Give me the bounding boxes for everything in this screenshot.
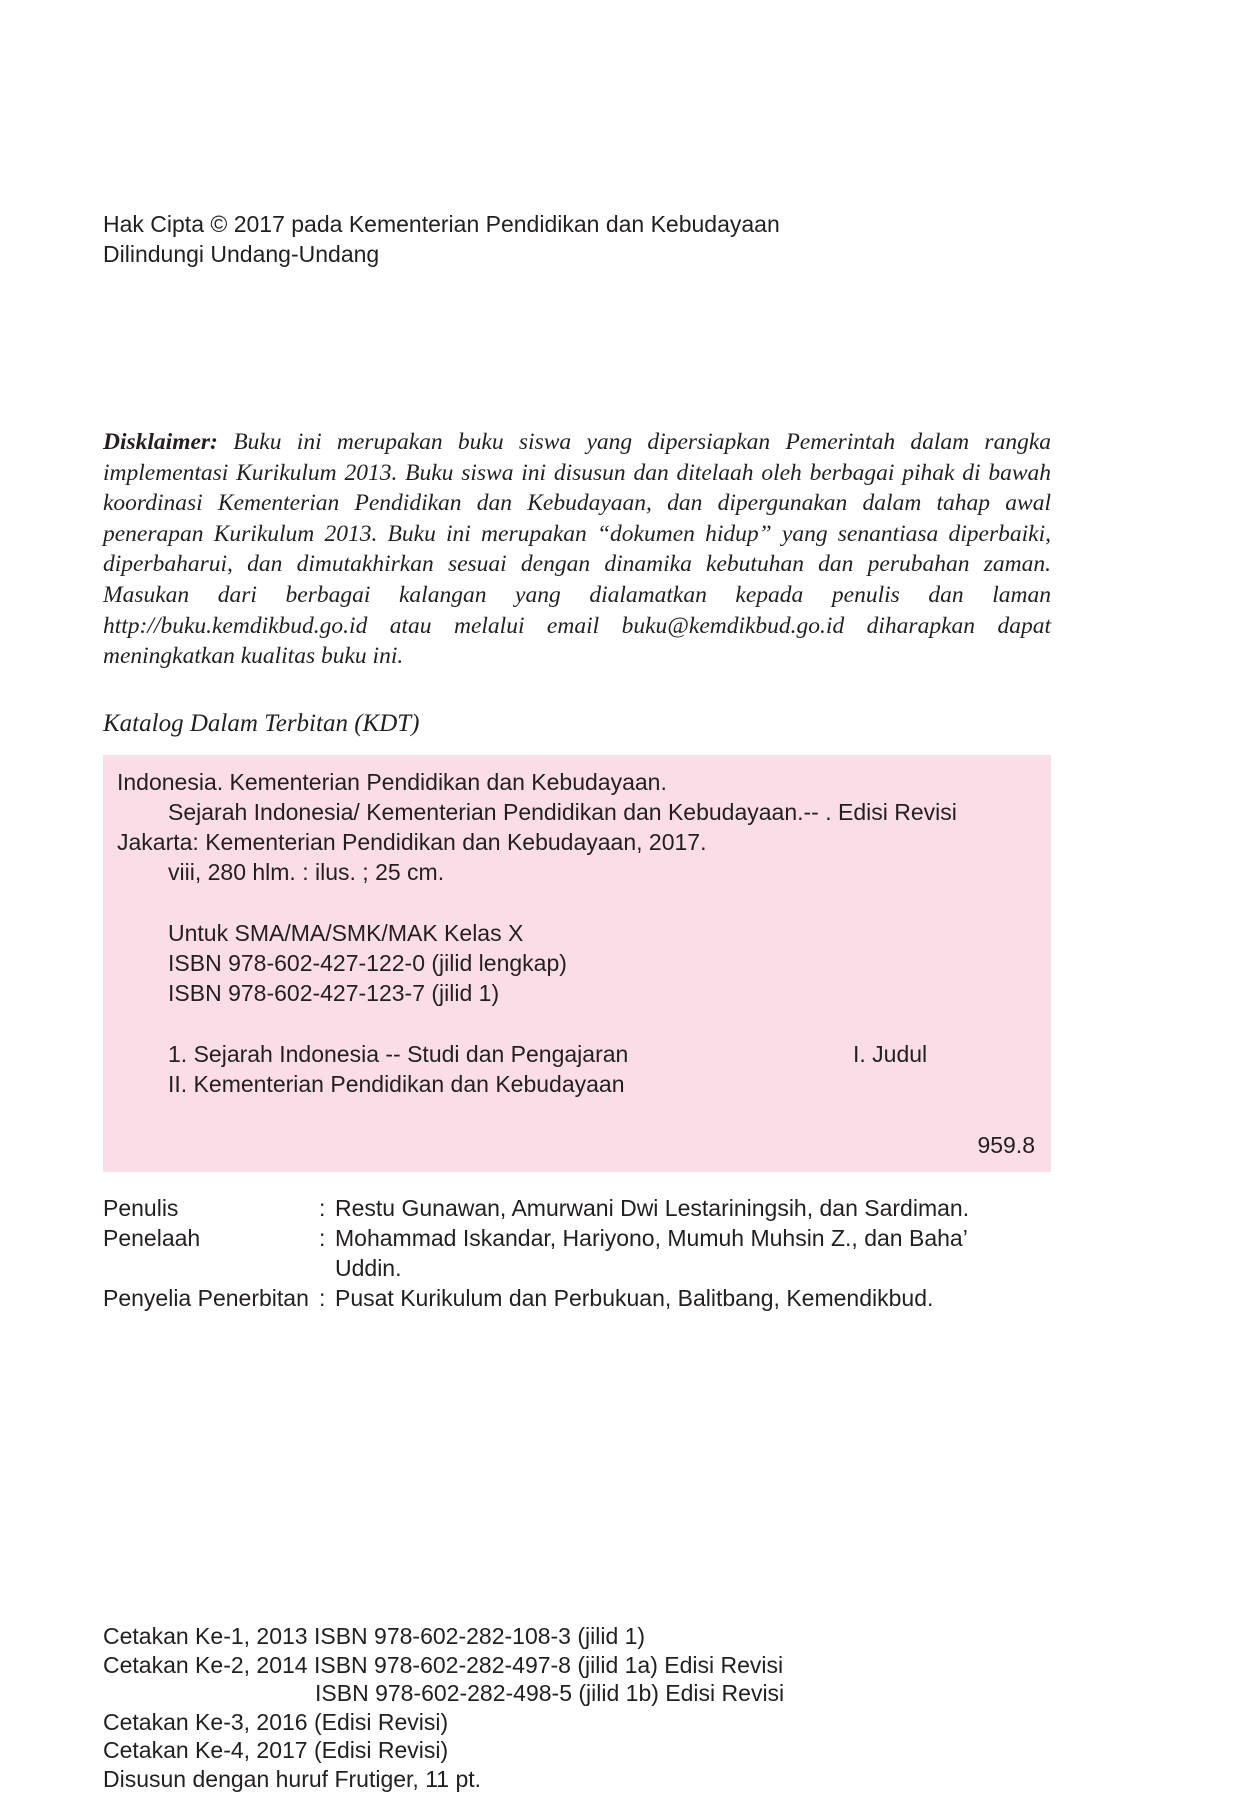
kdt-subject-1: 1. Sejarah Indonesia -- Studi dan Pengajaran (168, 1041, 629, 1067)
credit-row-penyelia (103, 1283, 1103, 1313)
disclaimer-label: Disklaimer: (103, 429, 218, 455)
copyright-line: Hak Cipta © 2017 pada Kementerian Pendidikan dan Kebudayaan (103, 211, 780, 237)
printing-line: Cetakan Ke-4, 2017 (Edisi Revisi) (103, 1737, 449, 1763)
kdt-isbn-full: ISBN 978-602-427-122-0 (jilid lengkap) (168, 950, 567, 976)
typeface-note: Disusun dengan huruf Frutiger, 11 pt. (103, 1765, 482, 1792)
credits-list (103, 1193, 1103, 1313)
credit-colon: : (319, 1225, 326, 1251)
kdt-catalog-box (103, 755, 1051, 1172)
copyright-notice (103, 209, 1003, 269)
disclaimer-paragraph (103, 427, 1051, 672)
credit-colon: : (319, 1195, 326, 1221)
printing-line: Cetakan Ke-1, 2013 ISBN 978-602-282-108-3 (jilid 1) (103, 1623, 646, 1649)
credit-value: Restu Gunawan, Amurwani Dwi Lestariningsih, dan Sardiman. (335, 1195, 970, 1221)
kdt-title-entry: I. Judul (853, 1041, 928, 1067)
kdt-isbn-vol1: ISBN 978-602-427-123-7 (jilid 1) (168, 980, 500, 1006)
printing-line: Cetakan Ke-2, 2014 ISBN 978-602-282-497-8 (jilid 1a) Edisi Revisi (103, 1651, 784, 1678)
credit-row-penelaah (103, 1223, 1103, 1253)
kdt-publisher: Jakarta: Kementerian Pendidikan dan Kebudayaan, 2017. (117, 829, 707, 855)
kdt-author: Indonesia. Kementerian Pendidikan dan Kebudayaan. (117, 769, 667, 795)
credit-colon: : (319, 1285, 326, 1311)
kdt-heading: Katalog Dalam Terbitan (KDT) (103, 710, 420, 737)
kdt-physical: viii, 280 hlm. : ilus. ; 25 cm. (168, 859, 445, 885)
credit-value-continued: Uddin. (335, 1255, 402, 1281)
printing-history (103, 1622, 1103, 1793)
disclaimer-text: Buku ini merupakan buku siswa yang dipersiapkan Pemerintah dalam rangka implementasi Kurikulum 2013. Buku siswa ini disusun dan ditelaah oleh berbagai pihak di bawah koordinasi Kementerian Pendidikan dan Kebudayaan, dan dipergunakan dalam tahap awal penerapan Kurikulum 2013. Buku ini merupakan “dokumen hidup” yang senantiasa diperbaiki, diperbaharui, dan dimutakhirkan sesuai dengan dinamika kebutuhan dan perubahan zaman. Masukan dari berbagai kalangan yang dialamatkan kepada penulis dan laman http://buku.kemdikbud.go.id atau melalui email buku@kemdikbud.go.id diharapkan dapat meningkatkan kualitas buku ini. (103, 429, 1052, 670)
credit-label: Penelaah (103, 1225, 201, 1251)
kdt-audience: Untuk SMA/MA/SMK/MAK Kelas X (168, 920, 524, 946)
kdt-title: Sejarah Indonesia/ Kementerian Pendidikan dan Kebudayaan.-- . Edisi Revisi (168, 799, 957, 825)
credit-label: Penyelia Penerbitan (103, 1285, 309, 1311)
credit-label: Penulis (103, 1195, 179, 1221)
printing-line: ISBN 978-602-282-498-5 (jilid 1b) Edisi Revisi (315, 1680, 785, 1706)
credit-row-penulis (103, 1193, 1103, 1223)
credit-value: Pusat Kurikulum dan Perbukuan, Balitbang, Kemendikbud. (335, 1285, 934, 1311)
credit-value: Mohammad Iskandar, Hariyono, Mumuh Muhsin Z., dan Baha’ (335, 1225, 968, 1251)
kdt-subject-2: II. Kementerian Pendidikan dan Kebudayaan (168, 1071, 625, 1097)
credit-row-penelaah-cont (103, 1253, 1103, 1283)
kdt-classification: 959.8 (977, 1132, 1035, 1158)
protection-line: Dilindungi Undang-Undang (103, 241, 380, 267)
printing-line: Cetakan Ke-3, 2016 (Edisi Revisi) (103, 1708, 449, 1735)
